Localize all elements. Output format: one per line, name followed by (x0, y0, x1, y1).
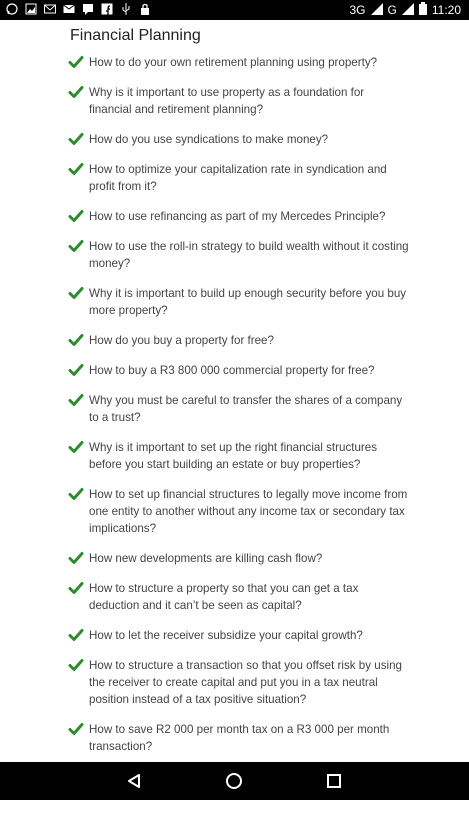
list-item-text: How to optimize your capitalization rate in syndication and profit from it? (89, 163, 387, 193)
checkmark-icon (69, 86, 83, 98)
clock: 11:20 (431, 3, 461, 17)
list-item (69, 238, 409, 272)
page-content[interactable] (0, 20, 469, 762)
list-item (69, 580, 409, 614)
page-title: Financial Planning (70, 27, 201, 44)
checkmark-icon (69, 287, 83, 299)
list-item (69, 161, 409, 195)
checkmark-icon (69, 240, 83, 252)
checkmark-icon (69, 364, 83, 376)
list-item-text: Why is it important to use property as a foundation for financial and retirement planning? (89, 86, 365, 116)
list-item-text: How to structure a transaction so that you offset risk by using the receiver to create capital and put you in a tax neutral position instead of a tax positive situation? (89, 659, 402, 706)
checkmark-icon (69, 163, 83, 175)
list-item-text: Why it is important to build up enough security before you buy more property? (89, 287, 407, 317)
list-item (69, 721, 409, 755)
checkmark-icon (69, 582, 83, 594)
network-type: 3G (349, 3, 366, 17)
list-item-text: How do you buy a property for free? (89, 334, 274, 347)
mail-icon (63, 3, 75, 15)
navigation-bar (0, 762, 469, 800)
list-item (69, 285, 409, 319)
list-item (69, 439, 409, 473)
checkmark-icon (69, 629, 83, 641)
list-item (69, 54, 409, 71)
facebook-icon (101, 3, 113, 15)
list-item (69, 84, 409, 118)
list-item (69, 627, 409, 644)
home-icon[interactable] (222, 770, 246, 792)
list-item-text: How new developments are killing cash flow? (89, 552, 323, 565)
list-item (69, 392, 409, 426)
message-icon (82, 3, 94, 15)
gmail-icon (44, 3, 56, 15)
usb-icon (120, 3, 132, 15)
lock-icon (139, 3, 151, 15)
checkmark-icon (69, 659, 83, 671)
status-bar (0, 0, 469, 20)
checkmark-icon (69, 723, 83, 735)
back-icon[interactable] (122, 770, 146, 792)
checkmark-icon (69, 441, 83, 453)
checkmark-icon (69, 394, 83, 406)
checklist (69, 54, 409, 815)
list-item (69, 550, 409, 567)
network-type-2: G (387, 3, 397, 17)
list-item-text: Why you must be careful to transfer the shares of a company to a trust? (89, 394, 403, 424)
list-item-text: How to set up financial structures to legally move income from one entity to another without any income tax or secondary tax implications? (89, 488, 408, 535)
list-item (69, 332, 409, 349)
list-item (69, 657, 409, 708)
image-icon (25, 3, 37, 15)
recents-icon[interactable] (322, 770, 346, 792)
checkmark-icon (69, 488, 83, 500)
list-item-text: How do you use syndications to make money? (89, 133, 329, 146)
checkmark-icon (69, 210, 83, 222)
checkmark-icon (69, 133, 83, 145)
signal-icon-2 (402, 3, 414, 18)
list-item-text: How to do your own retirement planning using property? (89, 56, 378, 69)
list-item-text: How to buy a R3 800 000 commercial property for free? (89, 364, 375, 377)
signal-icon (371, 3, 383, 18)
notification-icons (6, 3, 151, 15)
list-item (69, 131, 409, 148)
battery-icon (419, 2, 427, 18)
whatsapp-icon (6, 3, 18, 15)
list-item (69, 362, 409, 379)
checkmark-icon (69, 334, 83, 346)
list-item-text: How to use the roll-in strategy to build wealth without it costing money? (89, 240, 409, 270)
list-item-text: How to use refinancing as part of my Mercedes Principle? (89, 210, 386, 223)
checkmark-icon (69, 56, 83, 68)
list-item (69, 486, 409, 537)
list-item-text: Why is it important to set up the right financial structures before you start building an estate or buy properties? (89, 441, 378, 471)
system-status (350, 2, 462, 18)
list-item-text: How to structure a property so that you can get a tax deduction and it can’t be seen as capital? (89, 582, 359, 612)
list-item-text: How to let the receiver subsidize your capital growth? (89, 629, 363, 642)
checkmark-icon (69, 552, 83, 564)
list-item (69, 208, 409, 225)
list-item-text: How to save R2 000 per month tax on a R3 000 per month transaction? (89, 723, 390, 753)
